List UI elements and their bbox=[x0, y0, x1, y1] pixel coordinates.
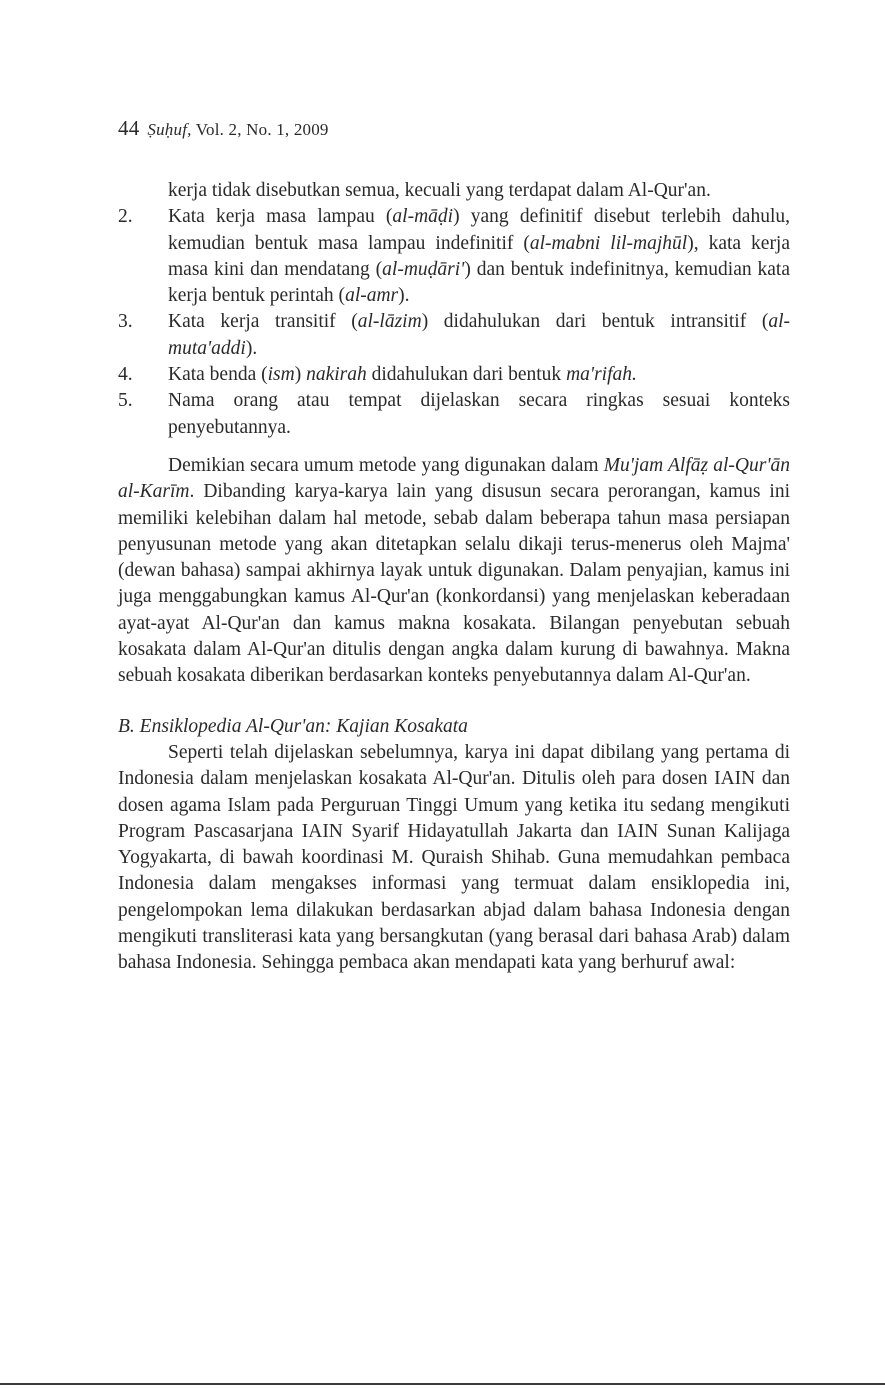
list-item-text: ) yang definitif disebut terlebih dahulu, kemudian bentuk masa lampau indefinitif ( bbox=[168, 206, 790, 254]
list-item bbox=[118, 204, 790, 309]
section-heading: B. Ensiklopedia Al-Qur'an: Kajian Kosakata bbox=[118, 715, 468, 737]
italic-term: al-muta'addi bbox=[168, 311, 790, 359]
list-item-text: ) didahulukan dari bentuk intransitif ( bbox=[421, 311, 769, 333]
paragraph bbox=[118, 453, 790, 690]
list-item-text: ). bbox=[245, 337, 258, 359]
list-item bbox=[118, 388, 790, 441]
paragraph-text: Demikian secara umum metode yang digunakan dalam bbox=[168, 454, 604, 476]
list-item-text: Kata benda ( bbox=[168, 364, 268, 386]
list-item-text: ) bbox=[294, 364, 307, 386]
journal-name: Ṣuḥuf, bbox=[147, 120, 192, 139]
italic-term: al-māḍi bbox=[392, 206, 454, 228]
list-item-text: ), kata kerja masa kini dan mendatang ( bbox=[168, 232, 791, 280]
list-item-number: 5. bbox=[118, 390, 133, 412]
list-item-number: 2. bbox=[118, 206, 133, 228]
italic-term: al-lāzim bbox=[357, 311, 422, 333]
paragraph: Seperti telah dijelaskan sebelumnya, karya ini dapat dibilang yang pertama di Indonesia dalam menjelaskan kosakata Al-Qur'an. Ditulis oleh para dosen IAIN dan dosen agama Islam pada Perguruan Tinggi Umum yang ketika itu sedang mengikuti Program Pascasarjana IAIN Syarif Hidayatullah Jakarta dan IAIN Sunan Kalijaga Yogyakarta, di bawah koordinasi M. Quraish Shihab. Guna memudahkan pembaca Indonesia dalam mengakses informasi yang termuat dalam ensiklopedia ini, pengelompokan lema dilakukan berdasarkan abjad dalam bahasa Indonesia dengan mengikuti transliterasi kata yang bersangkutan (yang berasal dari bahasa Arab) dalam bahasa Indonesia. Sehingga pembaca akan mendapati kata yang berhuruf awal: bbox=[118, 741, 790, 974]
list-item-text: ) dan bentuk indefinitnya, kemudian kata kerja bentuk perintah ( bbox=[168, 258, 790, 307]
journal-volume: Vol. 2, No. 1, 2009 bbox=[195, 120, 329, 139]
bottom-border bbox=[0, 1383, 885, 1385]
list-item bbox=[118, 362, 790, 388]
list-item-text: Nama orang atau tempat dijelaskan secara ringkas sesuai konteks penyebutannya. bbox=[168, 390, 790, 438]
italic-term: ma'rifah. bbox=[566, 364, 637, 386]
body-text bbox=[118, 178, 790, 977]
list-item-text: ). bbox=[398, 285, 410, 307]
page-number: 44 bbox=[118, 116, 140, 140]
italic-term: al-muḍāri' bbox=[382, 258, 465, 280]
list-item-text: Kata kerja masa lampau ( bbox=[168, 206, 393, 228]
list-continuation: kerja tidak disebutkan semua, kecuali yang terdapat dalam Al-Qur'an. bbox=[168, 180, 711, 201]
running-head bbox=[118, 116, 329, 141]
list-item-text: didahulukan dari bentuk bbox=[366, 364, 567, 386]
paragraph-text: . Dibanding karya-karya lain yang disusun secara perorangan, kamus ini memiliki kelebihan dalam hal metode, sebab dalam beberapa tahun masa persiapan penyusunan metode yang akan ditetapkan selalu dikaji terus-menerus oleh Majma' (dewan bahasa) sampai akhirnya layak untuk digunakan. Dalam penyajian, kamus ini juga menggabungkan kamus Al-Qur'an (konkordansi) yang menjelaskan keberadaan ayat-ayat Al-Qur'an dan kamus makna kosakata. Bilangan penyebutan sebuah kosakata dalam Al-Qur'an ditulis dengan angka dalam kurung di bawahnya. Makna sebuah kosakata diberikan berdasarkan konteks penyebutannya dalam Al-Qur'an. bbox=[118, 481, 790, 687]
italic-term: al-mabni lil-majhūl bbox=[529, 232, 688, 254]
list-item-number: 3. bbox=[118, 311, 133, 333]
italic-term: ism bbox=[267, 364, 295, 386]
italic-term: nakirah bbox=[306, 364, 367, 386]
numbered-list bbox=[118, 204, 790, 441]
list-item bbox=[118, 309, 790, 362]
list-item-text: Kata kerja transitif ( bbox=[168, 311, 358, 333]
italic-term: al-amr bbox=[345, 285, 399, 307]
list-item-number: 4. bbox=[118, 364, 133, 386]
italic-title: Mu'jam Alfāẓ al-Qur'ān al-Karīm bbox=[118, 454, 790, 503]
